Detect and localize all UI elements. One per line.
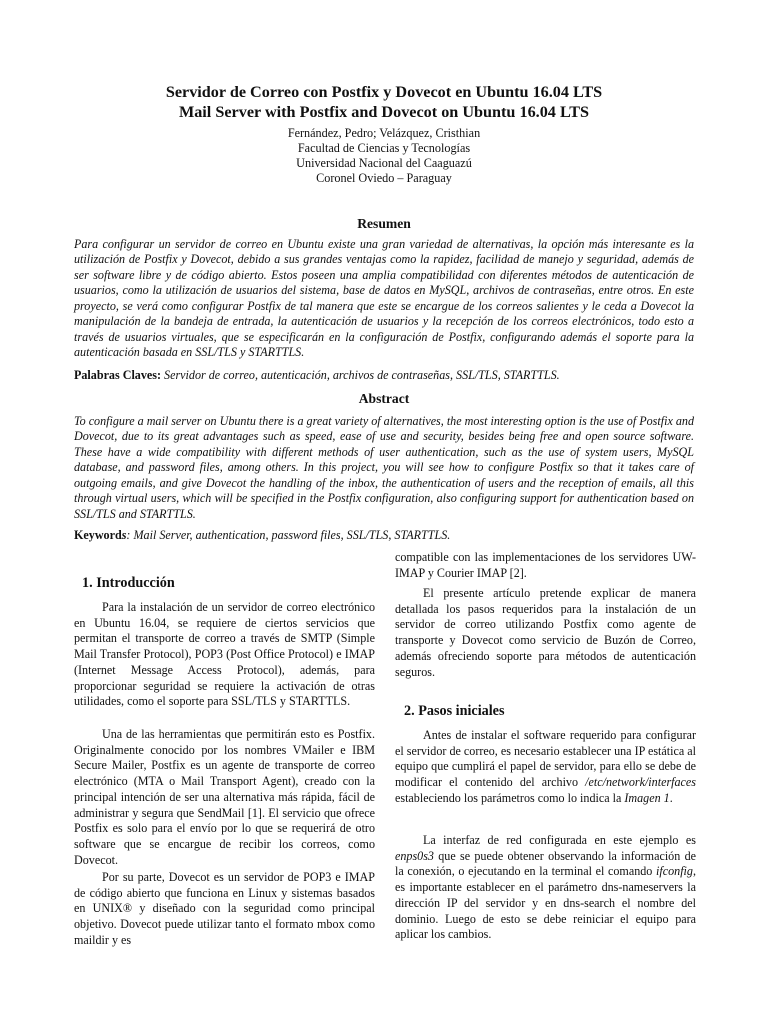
pasos-p2-text-a: La interfaz de red configurada en este ejemplo es	[423, 833, 696, 847]
intro-paragraph-1: Para la instalación de un servidor de correo electrónico en Ubuntu 16.04, se requiere de ciertos servicios que permitan el transporte de correo a través de SMTP (Simple Mail Transfer Protocol), POP3 (Post Office Protocol) e IMAP (Internet Message Access Protocol), además, para proporcionar seguridad se requiere la activación de otras utilidades, como el soporte para SSL/TLS y STARTTLS.	[74, 600, 375, 709]
intro-paragraph-3: Por su parte, Dovecot es un servidor de POP3 e IMAP de código abierto que funciona en Linux y sistemas basados en UNIX® y diseñado con la seguridad como principal objetivo. Dovecot puede utilizar tanto el formato mbox como maildir y es	[74, 870, 375, 947]
image-reference: Imagen 1	[624, 790, 670, 805]
pasos-p1-text-c: .	[669, 790, 673, 805]
section-pasos-iniciales-heading: 2. Pasos iniciales	[404, 703, 505, 719]
interface-name: enps0s3	[395, 848, 434, 863]
palabras-claves	[74, 368, 694, 383]
title-english: Mail Server with Postfix and Dovecot on Ubuntu 16.04 LTS	[178, 103, 590, 121]
pasos-p2-text-b: que se puede obtener observando la información de la conexión, o ejecutando en la terminal el comando	[395, 848, 696, 879]
pasos-p1-text-a: Antes de instalar el software requerido para configurar el servidor de correo, es necesario establecer una IP estática al equipo que cumplirá el papel de servidor, para ello se debe de modificar el contenido del archivo	[395, 728, 696, 790]
keywords-values: : Mail Server, authentication, password files, SSL/TLS, STARTTLS.	[126, 528, 451, 542]
abstract-text: To configure a mail server on Ubuntu there is a great variety of alternatives, the most interesting option is the use of Postfix and Dovecot, due to its great advantages such as speed, ease of use and security, besides being free and open source software. These have a wide compatibility with different methods of user authentication, such as the use of system users, MySQL database, and password files, among others. In this project, you will see how to configure Postfix so that it takes care of outgoing emails, and give Dovecot the handling of the inbox, the authentication of users and the reception of emails, all this through virtual users, which will be specified in the Postfix configuration, also configuring support for authentication based on SSL/TLS and STARTTLS.	[74, 414, 694, 521]
authors: Fernández, Pedro; Velázquez, Cristhian	[287, 126, 481, 140]
palabras-claves-label: Palabras Claves:	[74, 368, 162, 382]
university: Universidad Nacional del Caaguazú	[296, 156, 472, 170]
keywords-label-suffix: s	[121, 528, 127, 542]
intro-paragraph-4: El presente artículo pretende explicar de manera detallada los pasos requeridos para la instalación de un servidor de correo utilizando Postfix como agente de transporte y Dovecot como servicio de Buzón de Correo, además ofreciendo soporte para métodos de autenticación seguros.	[395, 586, 696, 679]
command-name: ifconfig	[656, 864, 693, 879]
pasos-paragraph-2	[395, 833, 696, 943]
pasos-paragraph-1	[395, 728, 696, 807]
resumen-text: Para configurar un servidor de correo en Ubuntu existe una gran variedad de alternativas, la opción más interesante es la utilización de Postfix y Dovecot, debido a sus grandes ventajas como la rapidez, facilidad de manejo y seguridad, además de ser software libre y de código abierto. Estos poseen una amplia compatibilidad con diferentes métodos de autenticación de usuarios, como la utilización de usuarios del sistema, base de datos en MySQL, archivos de contraseñas, entre otros. En este proyecto, se verá como configurar Postfix de tal manera que este se encargue de los correos salientes y le ceda a Dovecot la manipulación de la bandeja de entrada, la autenticación de usuarios y la recepción de los correos electrónicos, todo esto a través de usuarios virtuales, que se especificarán en la configuración de Postfix, configurando además el soporte para la autenticación basada en SSL/TLS y STARTTLS.	[74, 237, 694, 360]
palabras-claves-values: Servidor de correo, autenticación, archivos de contraseñas, SSL/TLS, STARTTLS.	[164, 368, 560, 382]
keywords-label: Keyword	[74, 528, 122, 542]
abstract-heading: Abstract	[358, 391, 410, 406]
intro-paragraph-2: Una de las herramientas que permitirán esto es Postfix. Originalmente conocido por los nombres VMailer e IBM Secure Mailer, Postfix es un agente de transporte de correo electrónico (MTA o Mail Transport Agent), creado con la principal intención de ser una alternativa más rápida, fácil de administrar y segura que SendMail [1]. El servicio que ofrece Postfix es solo para el envío por lo que se requerirá de otro software que se encargue de recibir los correos, como Dovecot.	[74, 727, 375, 867]
section-introduccion-heading: 1. Introducción	[82, 575, 175, 591]
intro-paragraph-3-continued: compatible con las implementaciones de los servidores UW-IMAP y Courier IMAP [2].	[395, 550, 696, 580]
location: Coronel Oviedo – Paraguay	[316, 171, 452, 185]
file-path: /etc/network/interfaces	[585, 775, 696, 790]
keywords	[74, 528, 694, 543]
title-spanish: Servidor de Correo con Postfix y Dovecot en Ubuntu 16.04 LTS	[165, 83, 603, 101]
resumen-heading: Resumen	[357, 216, 411, 231]
pasos-p1-text-b: estableciendo los parámetros como lo indica la	[395, 790, 625, 805]
faculty: Facultad de Ciencias y Tecnologías	[297, 141, 471, 155]
pasos-p2-text-c: , es importante establecer en el parámetro dns-nameservers la dirección IP del servidor y en dns-search el nombre del dominio. Luego de esto se debe reiniciar el equipo para aplicar los cambios.	[395, 864, 696, 942]
